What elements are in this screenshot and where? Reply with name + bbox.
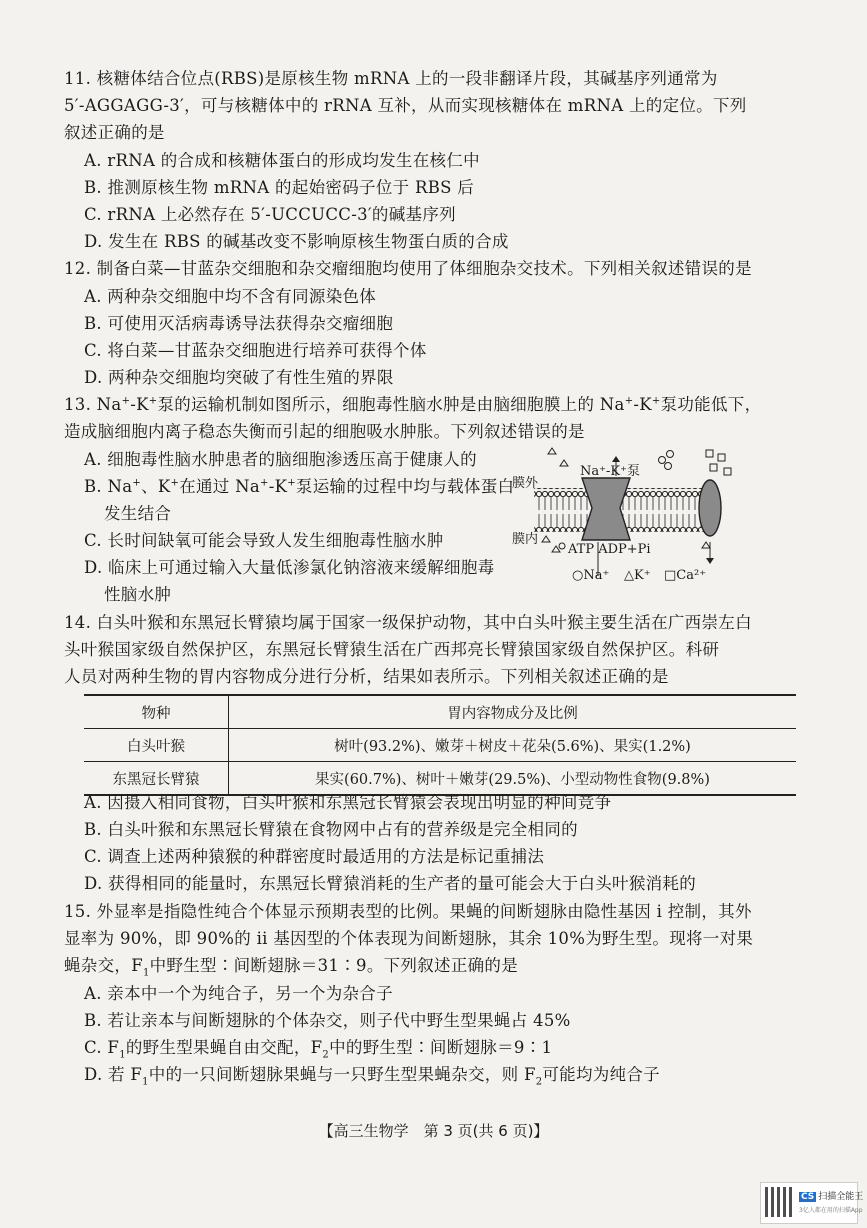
table-cell: 树叶(93.2%)、嫩芽＋树皮＋花朵(5.6%)、果实(1.2%) xyxy=(229,729,797,762)
legend-k: △K⁺ xyxy=(624,568,651,583)
q12-stem: 12. 制备白菜—甘蓝杂交细胞和杂交瘤细胞均使用了体细胞杂交技术。下列相关叙述错误的是 xyxy=(64,259,752,278)
q14-option-d: D. 获得相同的能量时，东黑冠长臂猿消耗的生产者的量可能会大于白头叶猴消耗的 xyxy=(84,874,697,893)
q15-option-c: C. $F_1$的野生型果蝇自由交配，$F_2$中的野生型∶间断翅脉＝9∶1 xyxy=(84,1038,553,1061)
q11-option-a: A. rRNA 的合成和核糖体蛋白的形成均发生在核仁中 xyxy=(84,151,480,170)
k-ion xyxy=(548,448,556,454)
q14-option-b: B. 白头叶猴和东黑冠长臂猿在食物网中占有的营养级是完全相同的 xyxy=(84,820,578,839)
q13-stem-line1: 13. Na+-K+泵的运输机制如图所示，细胞毒性脑水肿是由脑细胞膜上的 Na+-K+泵功能低下， xyxy=(64,395,762,414)
table-header-row xyxy=(84,695,796,729)
q14-stem-line2: 头叶猴国家级自然保护区，东黑冠长臂猿生活在广西邦亮长臂猿国家级自然保护区。科研 xyxy=(64,640,720,659)
q14-option-a: A. 因摄入相同食物，白头叶猴和东黑冠长臂猿会表现出明显的种间竞争 xyxy=(84,793,612,812)
q11-stem-line1: 11. 核糖体结合位点(RBS)是原核生物 mRNA 上的一段非翻译片段，其碱基序列通常为 xyxy=(64,69,718,88)
scanner-watermark xyxy=(760,1182,864,1224)
calcium-channel xyxy=(699,480,721,536)
q12-option-b: B. 可使用灭活病毒诱导法获得杂交瘤细胞 xyxy=(84,314,394,333)
table-header: 物种 xyxy=(84,695,229,729)
q12-option-a: A. 两种杂交细胞中均不含有同源染色体 xyxy=(84,287,377,306)
stomach-contents-table xyxy=(84,694,796,796)
page-footer: 【高三生物学 第 3 页(共 6 页)】 xyxy=(318,1122,549,1140)
table-cell: 果实(60.7%)、树叶＋嫩芽(29.5%)、小型动物性食物(9.8%) xyxy=(229,762,797,796)
membrane-pump-diagram xyxy=(512,446,742,588)
q13-option-c: C. 长时间缺氧可能会导致人发生细胞毒性脑水肿 xyxy=(84,531,444,550)
legend-na: ○Na⁺ xyxy=(572,568,610,583)
label-inside: 膜内 xyxy=(512,532,539,547)
q14-option-c: C. 调查上述两种猿猴的种群密度时最适用的方法是标记重捕法 xyxy=(84,847,545,866)
scanner-brand: CS 扫描全能王 xyxy=(801,1192,864,1202)
q12-option-c: C. 将白菜—甘蓝杂交细胞进行培养可获得个体 xyxy=(84,341,427,360)
q15-option-b: B. 若让亲本与间断翅脉的个体杂交，则子代中野生型果蝇占 45% xyxy=(84,1011,571,1030)
table-header: 胃内容物成分及比例 xyxy=(229,695,797,729)
label-atp: ATP ADP+Pi xyxy=(568,542,651,557)
q15-stem-line2: 显率为 90%，即 90%的 ii 基因型的个体表现为间断翅脉，其余 10%为野生型。现将一对果 xyxy=(64,929,754,948)
q15-stem-line3: 蝇杂交，$F_1$中野生型∶间断翅脉＝31∶9。下列叙述正确的是 xyxy=(64,956,519,979)
q13-option-a: A. 细胞毒性脑水肿患者的脑细胞渗透压高于健康人的 xyxy=(84,450,477,469)
q12-option-d: D. 两种杂交细胞均突破了有性生殖的界限 xyxy=(84,368,394,387)
table-cell: 白头叶猴 xyxy=(84,729,229,762)
table-row xyxy=(84,729,796,762)
q15-option-a: A. 亲本中一个为纯合子，另一个为杂合子 xyxy=(84,984,393,1003)
na-ion xyxy=(659,457,666,464)
q15-stem-line1: 15. 外显率是指隐性纯合个体显示预期表型的比例。果蝇的间断翅脉由隐性基因 i 控制，其外 xyxy=(64,902,752,921)
table-row xyxy=(84,762,796,796)
label-outside: 膜外 xyxy=(512,476,539,491)
q11-option-b: B. 推测原核生物 mRNA 的起始密码子位于 RBS 后 xyxy=(84,178,475,197)
q15-option-d: D. 若 $F_1$中的一只间断翅脉果蝇与一只野生型果蝇杂交，则 $F_2$可能均为纯合子 xyxy=(84,1065,660,1088)
scanner-tagline: 3亿人都在用的扫描App xyxy=(799,1207,863,1214)
legend-ca: □Ca²⁺ xyxy=(664,568,707,583)
q11-stem-line2: 5′-AGGAGG-3′，可与核糖体中的 rRNA 互补，从而实现核糖体在 mRNA 上的定位。下列 xyxy=(64,96,747,115)
label-pump: Na⁺-K⁺泵 xyxy=(580,464,640,479)
q13-option-b: B. Na+、K+在通过 Na+-K+泵运输的过程中均与载体蛋白 xyxy=(84,477,515,496)
q14-stem-line3: 人员对两种生物的胃内容物成分进行分析，结果如表所示。下列相关叙述正确的是 xyxy=(64,667,669,686)
q14-stem-line1: 14. 白头叶猴和东黑冠长臂猿均属于国家一级保护动物，其中白头叶猴主要生活在广西崇左白 xyxy=(64,613,752,632)
q11-option-c: C. rRNA 上必然存在 5′-UCCUCC-3′的碱基序列 xyxy=(84,205,456,224)
q13-stem-line2: 造成脑细胞内离子稳态失衡而引起的细胞吸水肿胀。下列叙述错误的是 xyxy=(64,422,585,441)
ca-ion xyxy=(706,450,713,457)
q11-stem-line3: 叙述正确的是 xyxy=(64,123,165,142)
q11-option-d: D. 发生在 RBS 的碱基改变不影响原核生物蛋白质的合成 xyxy=(84,232,509,251)
table-cell: 东黑冠长臂猿 xyxy=(84,762,229,796)
q13-option-d-cont: 性脑水肿 xyxy=(104,585,172,604)
q13-option-d: D. 临床上可通过输入大量低渗氯化钠溶液来缓解细胞毒 xyxy=(84,558,495,577)
qr-code-icon xyxy=(765,1187,795,1217)
q13-option-b-cont: 发生结合 xyxy=(104,504,172,523)
